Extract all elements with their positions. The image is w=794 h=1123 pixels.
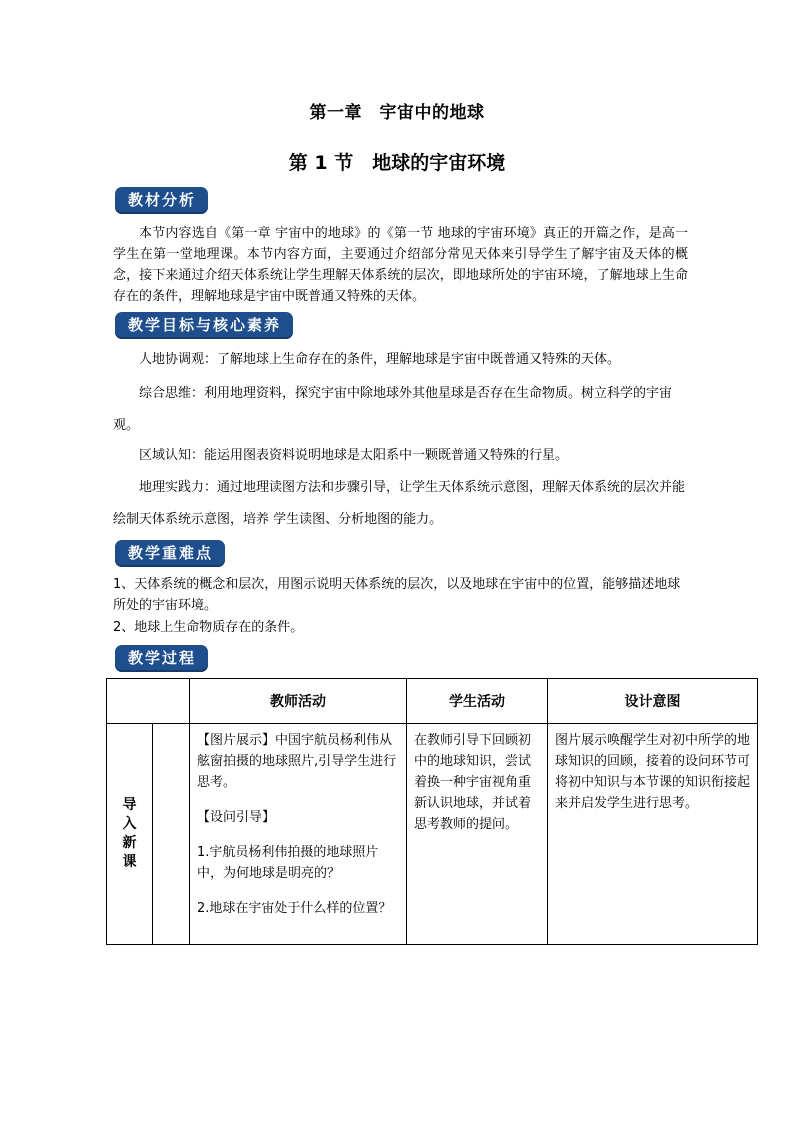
stage-label: 导入新课 [122, 797, 137, 870]
table-header-row [107, 679, 758, 724]
keypoint-item-2: 2、地球上生命物质存在的条件。 [113, 620, 304, 635]
teacher-activity-cell [190, 724, 407, 945]
process-table [106, 678, 758, 945]
goal-item-practice: 地理实践力：通过地理读图方法和步骤引导，让学生天体系统示意图，理解天体系统的层次并能绘制天体系统示意图，培养 学生读图、分析地图的能力。 [113, 480, 686, 527]
header-student-activity: 学生活动 [407, 679, 548, 724]
process-badge: 教学过程 [115, 645, 208, 672]
design-intent-cell: 图片展示唤醒学生对初中所学的地球知识的回顾，接着的设问环节可将初中知识与本节课的知识衔接起来并启发学生进行思考。 [548, 724, 758, 945]
goal-item-human-earth: 人地协调观：了解地球上生命存在的条件，理解地球是宇宙中既普通又特殊的天体。 [139, 352, 621, 367]
chapter-title: 第一章 宇宙中的地球 [309, 103, 485, 123]
teacher-activity-line: 【图片展示】中国宇航员杨利伟从舷窗拍摄的地球照片,引导学生进行思考。 [197, 733, 397, 790]
goal-item-comprehensive-thinking: 综合思维：利用地理资料，探究宇宙中除地球外其他星球是否存在生命物质。树立科学的宇宙观。 [113, 386, 673, 433]
student-activity-cell: 在教师引导下回顾初中的地球知识，尝试着换一种宇宙视角重新认识地球，并试着思考教师的提问。 [407, 724, 548, 945]
table-row [107, 724, 758, 945]
analysis-text: 本节内容选自《第一章 宇宙中的地球》的《第一节 地球的宇宙环境》真正的开篇之作，是高一学生在第一堂地理课。本节内容方面，主要通过介绍部分常见天体来引导学生了解宇宙及天体的概念，接下来通过介绍天体系统让学生理解天体系统的层次，即地球所处的宇宙环境，了解地球上生命存在的条件，理解地球是宇宙中既普通又特殊的天体。 [113, 226, 688, 304]
header-stage [107, 679, 190, 724]
stage-cell [107, 724, 153, 945]
header-design-intent: 设计意图 [548, 679, 758, 724]
stage-sub-cell [153, 724, 190, 945]
section-title: 第 1 节 地球的宇宙环境 [288, 152, 506, 174]
goals-badge: 教学目标与核心素养 [115, 312, 293, 339]
teacher-activity-line: 1.宇航员杨利伟拍摄的地球照片中，为何地球是明亮的？ [197, 845, 379, 881]
keypoint-item-1: 1、天体系统的概念和层次，用图示说明天体系统的层次，以及地球在宇宙中的位置，能够描述地球所处的宇宙环境。 [113, 577, 681, 613]
teacher-activity-line: 2.地球在宇宙处于什么样的位置？ [197, 901, 392, 916]
teacher-activity-line: 【设问引导】 [197, 810, 276, 825]
goal-item-regional-cognition: 区域认知：能运用图表资料说明地球是太阳系中一颗既普通又特殊的行星。 [139, 448, 569, 463]
keypoints-badge: 教学重难点 [115, 540, 225, 567]
analysis-badge: 教材分析 [115, 187, 208, 214]
header-teacher-activity: 教师活动 [190, 679, 407, 724]
